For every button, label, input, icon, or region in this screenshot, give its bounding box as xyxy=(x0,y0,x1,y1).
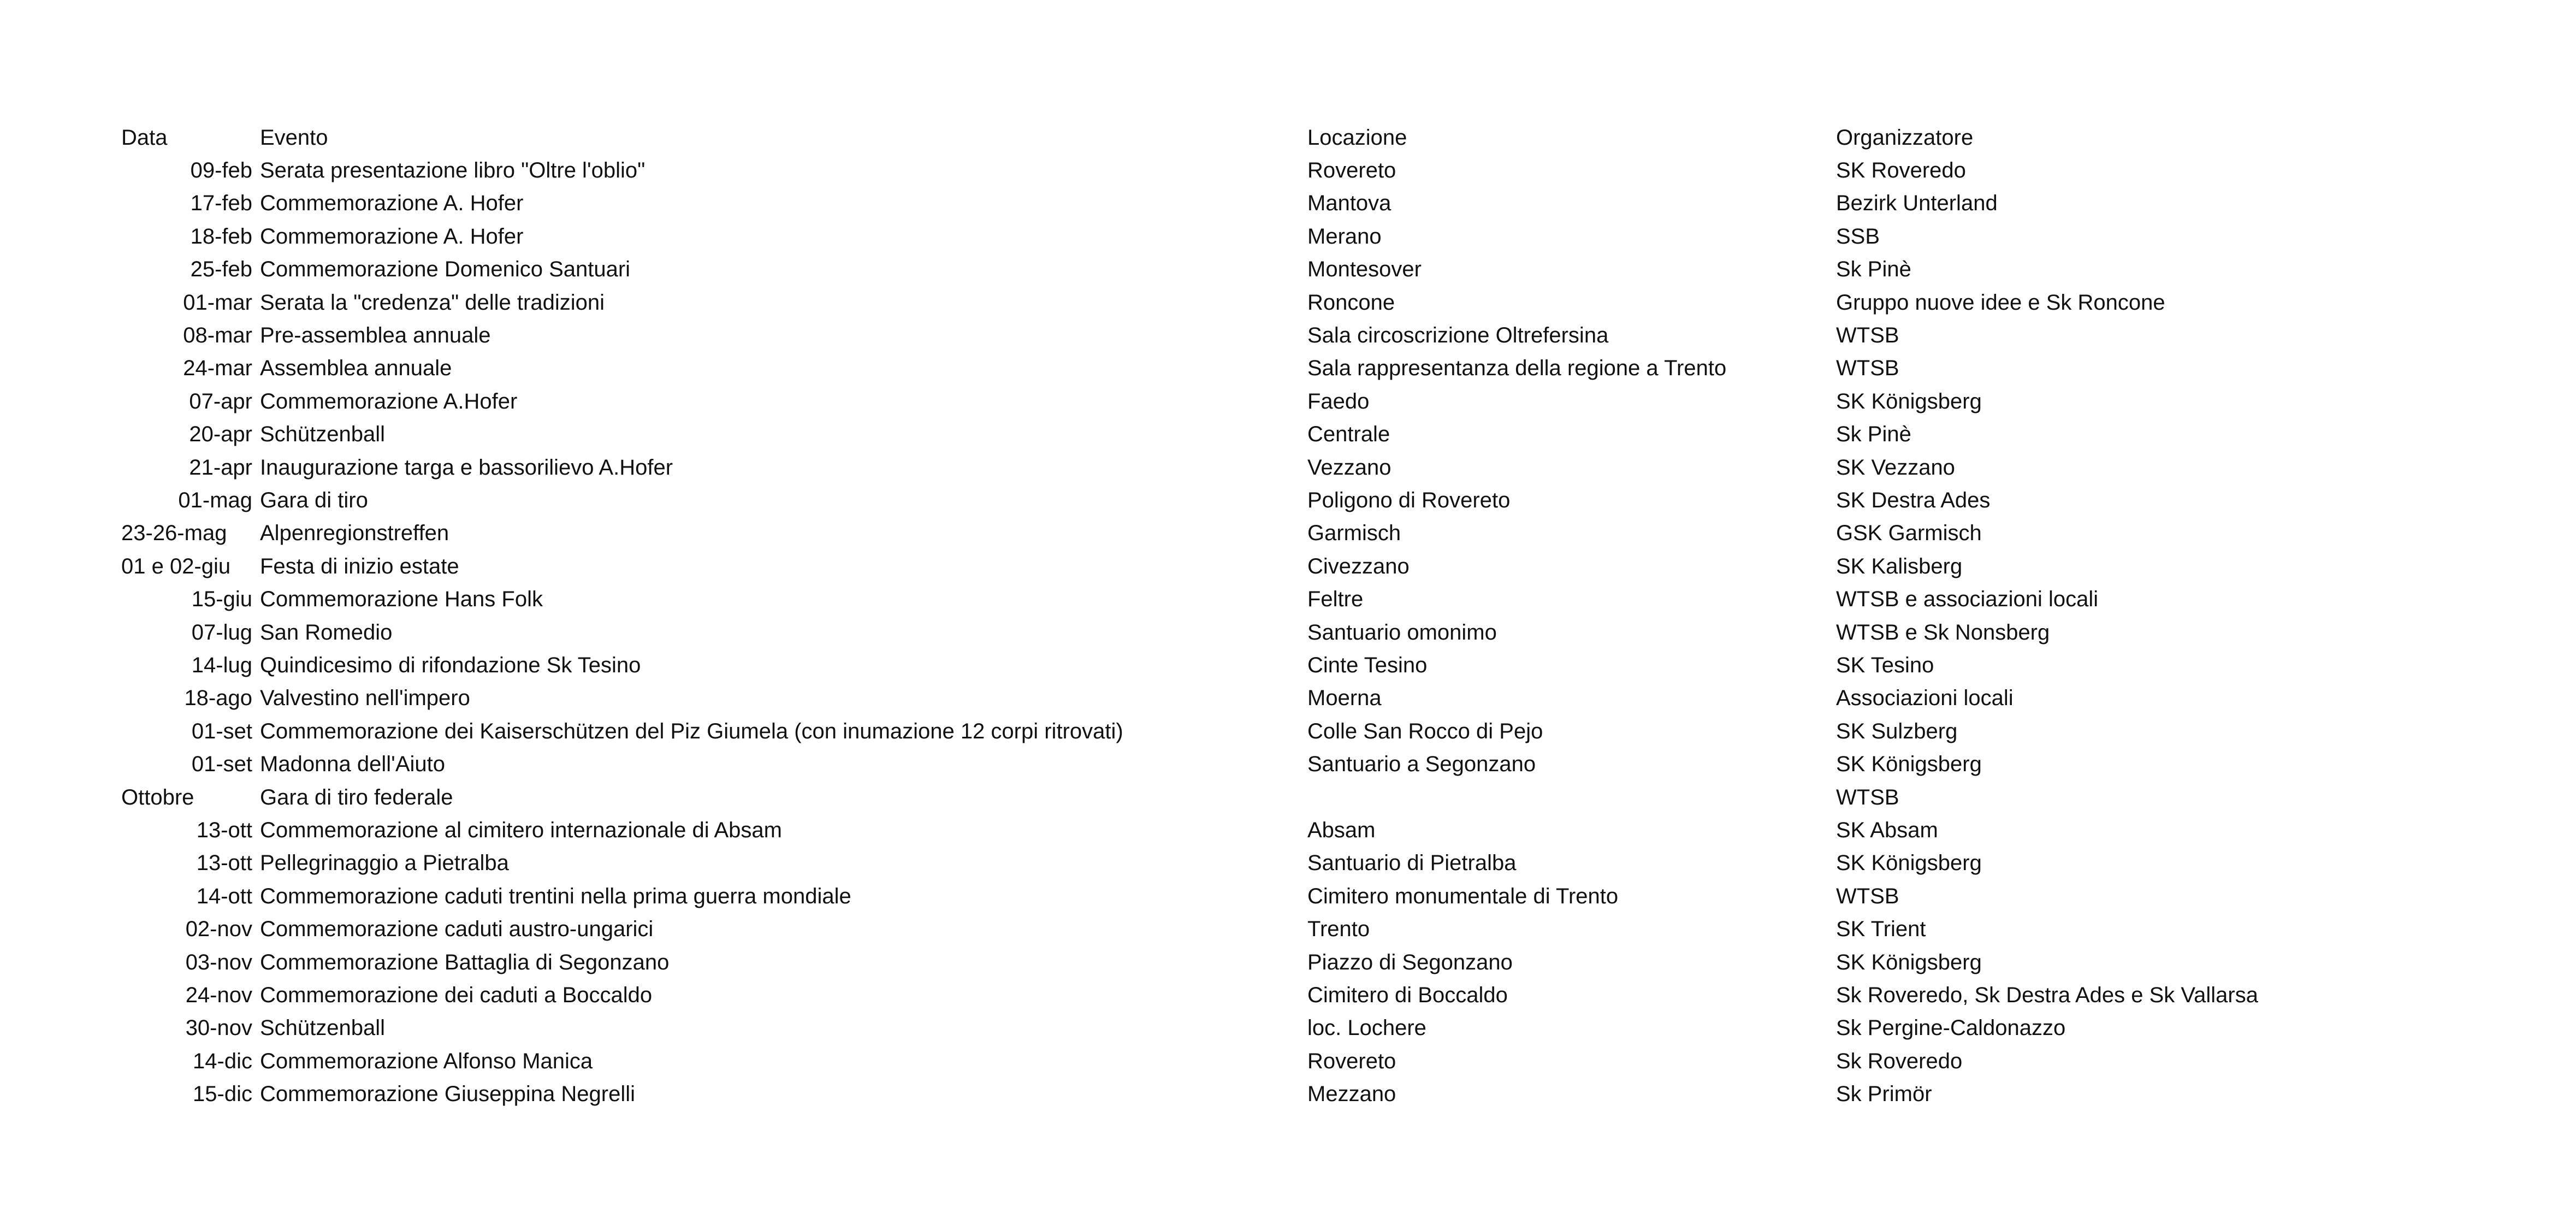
row-location: Sala rappresentanza della regione a Trento xyxy=(1307,356,1727,380)
row-location: Rovereto xyxy=(1307,1049,1396,1073)
row-organizer: SK Kalisberg xyxy=(1836,554,1963,578)
row-event: Gara di tiro xyxy=(260,488,368,512)
row-organizer: SK Absam xyxy=(1836,818,1938,842)
row-organizer: Sk Pinè xyxy=(1836,257,1911,281)
row-date: 18-ago xyxy=(184,686,252,710)
table-row xyxy=(0,979,2576,1012)
row-event: Commemorazione al cimitero internazionale di Absam xyxy=(260,818,782,842)
table-row xyxy=(0,253,2576,286)
row-event: Quindicesimo di rifondazione Sk Tesino xyxy=(260,653,641,677)
table-row xyxy=(0,187,2576,220)
row-organizer: SSB xyxy=(1836,224,1880,249)
row-event: Commemorazione Alfonso Manica xyxy=(260,1049,593,1073)
table-row xyxy=(0,1012,2576,1044)
row-date: 30-nov xyxy=(185,1016,252,1040)
table-row xyxy=(0,154,2576,187)
row-event: Inaugurazione targa e bassorilievo A.Hofer xyxy=(260,456,673,480)
row-organizer: WTSB xyxy=(1836,785,1899,809)
row-organizer: WTSB xyxy=(1836,356,1899,380)
row-location: Montesover xyxy=(1307,257,1422,281)
row-date: 14-lug xyxy=(191,653,252,677)
table-row xyxy=(0,286,2576,319)
row-date: 02-nov xyxy=(185,917,252,941)
row-date: 13-ott xyxy=(196,851,252,875)
row-organizer: Sk Roveredo xyxy=(1836,1049,1963,1073)
row-event: Schützenball xyxy=(260,422,386,446)
row-location: Civezzano xyxy=(1307,554,1410,578)
table-row xyxy=(0,748,2576,780)
row-date: Ottobre xyxy=(121,785,194,809)
row-event: Assemblea annuale xyxy=(260,356,452,380)
row-date: 01-set xyxy=(191,719,252,743)
row-organizer: SK Königsberg xyxy=(1836,389,1982,413)
row-location: Cimitero di Boccaldo xyxy=(1307,983,1508,1007)
table-row xyxy=(0,847,2576,879)
row-location: Colle San Rocco di Pejo xyxy=(1307,719,1543,743)
row-event: San Romedio xyxy=(260,620,393,644)
row-location: Santuario a Segonzano xyxy=(1307,752,1536,776)
row-date: 15-giu xyxy=(191,587,252,611)
table-row xyxy=(0,517,2576,549)
row-location: Mezzano xyxy=(1307,1082,1396,1106)
header-row xyxy=(0,121,2576,154)
row-location: Mantova xyxy=(1307,191,1391,215)
row-organizer: Sk Roveredo, Sk Destra Ades e Sk Vallarsa xyxy=(1836,983,2258,1007)
row-location: Moerna xyxy=(1307,686,1382,710)
row-date: 13-ott xyxy=(196,818,252,842)
row-date: 07-lug xyxy=(191,620,252,644)
row-location: Faedo xyxy=(1307,389,1370,413)
table-row xyxy=(0,682,2576,714)
row-date: 14-ott xyxy=(196,884,252,908)
table-row xyxy=(0,1078,2576,1110)
row-organizer: Sk Pinè xyxy=(1836,422,1911,446)
table-row xyxy=(0,616,2576,649)
row-organizer: Sk Pergine-Caldonazzo xyxy=(1836,1016,2066,1040)
row-date: 01 e 02-giu xyxy=(121,554,231,578)
row-organizer: WTSB xyxy=(1836,884,1899,908)
row-date: 20-apr xyxy=(189,422,252,446)
row-location: Cimitero monumentale di Trento xyxy=(1307,884,1619,908)
row-event: Commemorazione Battaglia di Segonzano xyxy=(260,950,670,974)
table-row xyxy=(0,220,2576,253)
row-event: Commemorazione dei Kaiserschützen del Piz Giumela (con inumazione 12 corpi ritrovati) xyxy=(260,719,1123,743)
row-event: Commemorazione A. Hofer xyxy=(260,191,524,215)
table-row xyxy=(0,583,2576,616)
row-location xyxy=(1307,781,1821,814)
row-organizer: Bezirk Unterland xyxy=(1836,191,1998,215)
row-event: Commemorazione Domenico Santuari xyxy=(260,257,631,281)
table-row xyxy=(0,649,2576,682)
row-event: Valvestino nell'impero xyxy=(260,686,470,710)
row-date: 08-mar xyxy=(183,323,252,347)
row-event: Schützenball xyxy=(260,1016,386,1040)
row-location: Trento xyxy=(1307,917,1370,941)
table-row xyxy=(0,451,2576,484)
row-organizer: SK Königsberg xyxy=(1836,950,1982,974)
row-date: 23-26-mag xyxy=(121,521,227,545)
row-event: Alpenregionstreffen xyxy=(260,521,449,545)
row-event: Serata presentazione libro "Oltre l'oblio" xyxy=(260,158,646,182)
row-date: 14-dic xyxy=(193,1049,252,1073)
row-organizer: SK Königsberg xyxy=(1836,851,1982,875)
row-location: Poligono di Rovereto xyxy=(1307,488,1511,512)
row-date: 21-apr xyxy=(189,456,252,480)
header-date: Data xyxy=(121,126,168,150)
row-date: 25-feb xyxy=(190,257,252,281)
row-date: 24-mar xyxy=(183,356,252,380)
row-date: 24-nov xyxy=(185,983,252,1007)
row-location: loc. Lochere xyxy=(1307,1016,1426,1040)
row-date: 07-apr xyxy=(189,389,252,413)
row-organizer: GSK Garmisch xyxy=(1836,521,1982,545)
row-event: Commemorazione caduti austro-ungarici xyxy=(260,917,654,941)
row-date: 01-set xyxy=(191,752,252,776)
table-row xyxy=(0,1045,2576,1078)
row-date: 03-nov xyxy=(185,950,252,974)
table-row xyxy=(0,385,2576,418)
row-date: 17-feb xyxy=(190,191,252,215)
row-event: Serata la "credenza" delle tradizioni xyxy=(260,291,605,315)
row-location: Cinte Tesino xyxy=(1307,653,1428,677)
row-organizer: SK Königsberg xyxy=(1836,752,1982,776)
row-event: Commemorazione dei caduti a Boccaldo xyxy=(260,983,653,1007)
row-organizer: WTSB xyxy=(1836,323,1899,347)
row-organizer: SK Vezzano xyxy=(1836,456,1955,480)
row-date: 18-feb xyxy=(190,224,252,249)
row-event: Gara di tiro federale xyxy=(260,785,453,809)
row-location: Absam xyxy=(1307,818,1376,842)
row-date: 01-mag xyxy=(178,488,252,512)
header-location: Locazione xyxy=(1307,126,1407,150)
row-location: Centrale xyxy=(1307,422,1390,446)
row-organizer: SK Roveredo xyxy=(1836,158,1966,182)
row-location: Santuario omonimo xyxy=(1307,620,1497,644)
table-row xyxy=(0,946,2576,979)
row-organizer: SK Tesino xyxy=(1836,653,1934,677)
table-row xyxy=(0,814,2576,847)
row-location: Sala circoscrizione Oltrefersina xyxy=(1307,323,1609,347)
row-event: Commemorazione A. Hofer xyxy=(260,224,524,249)
row-event: Commemorazione Hans Folk xyxy=(260,587,543,611)
row-organizer: WTSB e Sk Nonsberg xyxy=(1836,620,2050,644)
table-row xyxy=(0,880,2576,913)
row-event: Madonna dell'Aiuto xyxy=(260,752,445,776)
row-organizer: Gruppo nuove idee e Sk Roncone xyxy=(1836,291,2165,315)
row-location: Santuario di Pietralba xyxy=(1307,851,1517,875)
row-location: Garmisch xyxy=(1307,521,1401,545)
table-row xyxy=(0,715,2576,748)
row-organizer: WTSB e associazioni locali xyxy=(1836,587,2099,611)
row-organizer: Associazioni locali xyxy=(1836,686,2014,710)
row-location: Feltre xyxy=(1307,587,1364,611)
row-event: Festa di inizio estate xyxy=(260,554,459,578)
row-location: Piazzo di Segonzano xyxy=(1307,950,1513,974)
row-date: 01-mar xyxy=(183,291,252,315)
row-event: Pre-assemblea annuale xyxy=(260,323,491,347)
table-row xyxy=(0,781,2576,814)
row-location: Roncone xyxy=(1307,291,1395,315)
table-row xyxy=(0,913,2576,945)
row-location: Vezzano xyxy=(1307,456,1391,480)
table-row xyxy=(0,484,2576,517)
table-row xyxy=(0,319,2576,352)
row-location: Merano xyxy=(1307,224,1382,249)
header-event: Evento xyxy=(260,126,328,150)
table-row xyxy=(0,550,2576,583)
table-row xyxy=(0,418,2576,451)
row-organizer: SK Destra Ades xyxy=(1836,488,1991,512)
table-row xyxy=(0,352,2576,385)
header-organizer: Organizzatore xyxy=(1836,126,1974,150)
row-event: Pellegrinaggio a Pietralba xyxy=(260,851,509,875)
row-organizer: SK Sulzberg xyxy=(1836,719,1958,743)
row-event: Commemorazione A.Hofer xyxy=(260,389,518,413)
row-date: 09-feb xyxy=(190,158,252,182)
row-organizer: Sk Primör xyxy=(1836,1082,1932,1106)
row-location: Rovereto xyxy=(1307,158,1396,182)
row-event: Commemorazione caduti trentini nella prima guerra mondiale xyxy=(260,884,851,908)
row-date: 15-dic xyxy=(193,1082,252,1106)
row-event: Commemorazione Giuseppina Negrelli xyxy=(260,1082,635,1106)
row-organizer: SK Trient xyxy=(1836,917,1926,941)
